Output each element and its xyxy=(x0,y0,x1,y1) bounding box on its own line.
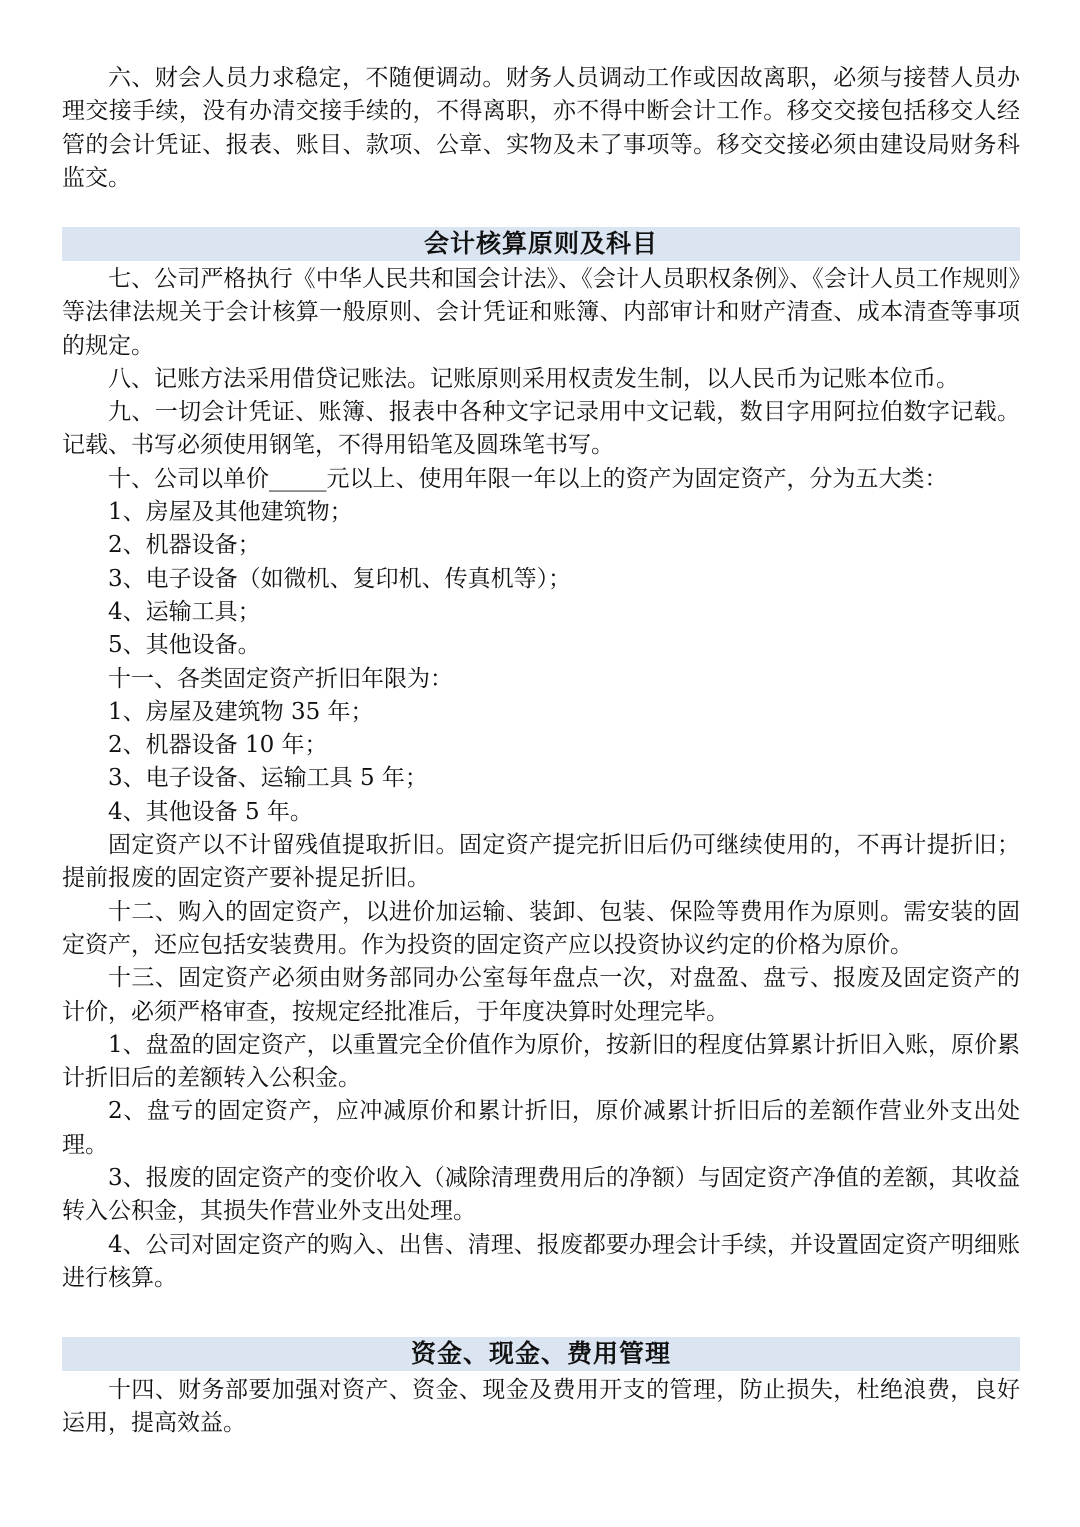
list-item: 2、机器设备 10 年； xyxy=(108,732,328,759)
article-7: 七、公司严格执行《中华人民共和国会计法》、《会计人员职权条例》、《会计人员工作规则》等法律法规关于会计核算一般原则、会计凭证和账簿、内部审计和财产清查、成本清查等事项的规定。 xyxy=(62,266,1020,359)
list-item: 1、房屋及其他建筑物； xyxy=(108,499,353,526)
list-item: 1、盘盈的固定资产，以重置完全价值作为原价，按新旧的程度估算累计折旧入账，原价累计折旧后的差额转入公积金。 xyxy=(62,1031,1020,1092)
article-14: 十四、财务部要加强对资产、资金、现金及费用开支的管理，防止损失，杜绝浪费，良好运用，提高效益。 xyxy=(62,1377,1020,1437)
list-item: 3、报废的固定资产的变价收入（减除清理费用后的净额）与固定资产净值的差额，其收益转入公积金，其损失作营业外支出处理。 xyxy=(62,1165,1020,1225)
article-10: 十、公司以单价_____元以上、使用年限一年以上的资产为固定资产，分为五大类： xyxy=(108,465,948,492)
article-6: 六、财会人员力求稳定，不随便调动。财务人员调动工作或因故离职，必须与接替人员办理交接手续，没有办清交接手续的，不得离职，亦不得中断会计工作。移交交接包括移交人经管的会计凭证、报表、账目、款项、公章、实物及未了事项等。移交交接必须由建设局财务科监交。 xyxy=(62,65,1020,191)
section-accounting-principles xyxy=(62,263,1020,1295)
list-item: 3、电子设备（如微机、复印机、传真机等）； xyxy=(108,565,572,592)
list-item: 5、其他设备。 xyxy=(108,632,261,659)
article-12: 十二、购入的固定资产，以进价加运输、装卸、包装、保险等费用作为原则。需安装的固定资产，还应包括安装费用。作为投资的固定资产应以投资协议约定的价格为原价。 xyxy=(62,898,1020,958)
section-header-accounting: 会计核算原则及科目 xyxy=(62,227,1020,261)
article-9: 九、一切会计凭证、账簿、报表中各种文字记录用中文记载，数目字用阿拉伯数字记载。记载、书写必须使用钢笔，不得用铅笔及圆珠笔书写。 xyxy=(62,399,1020,459)
article-13: 十三、固定资产必须由财务部同办公室每年盘点一次，对盘盈、盘亏、报废及固定资产的计价，必须严格审查，按规定经批准后，于年度决算时处理完毕。 xyxy=(62,965,1020,1025)
list-item: 4、公司对固定资产的购入、出售、清理、报废都要办理会计手续，并设置固定资产明细账进行核算。 xyxy=(62,1231,1020,1291)
list-item: 4、运输工具； xyxy=(108,598,261,625)
article-11: 十一、各类固定资产折旧年限为： xyxy=(108,665,453,692)
article-8: 八、记账方法采用借贷记账法。记账原则采用权责发生制，以人民币为记账本位币。 xyxy=(108,365,959,392)
section-staff-stability xyxy=(62,62,1020,195)
list-item: 3、电子设备、运输工具 5 年； xyxy=(108,765,428,792)
section-funds-management xyxy=(62,1374,1020,1441)
list-item: 1、房屋及建筑物 35 年； xyxy=(108,698,374,725)
list-item: 4、其他设备 5 年。 xyxy=(108,798,313,825)
depreciation-note: 固定资产以不计留残值提取折旧。固定资产提完折旧后仍可继续使用的，不再计提折旧；提前报废的固定资产要补提足折旧。 xyxy=(62,832,1020,892)
list-item: 2、盘亏的固定资产，应冲减原价和累计折旧，原价减累计折旧后的差额作营业外支出处理。 xyxy=(62,1098,1020,1158)
list-item: 2、机器设备； xyxy=(108,532,261,559)
section-header-funds: 资金、现金、费用管理 xyxy=(62,1337,1020,1371)
